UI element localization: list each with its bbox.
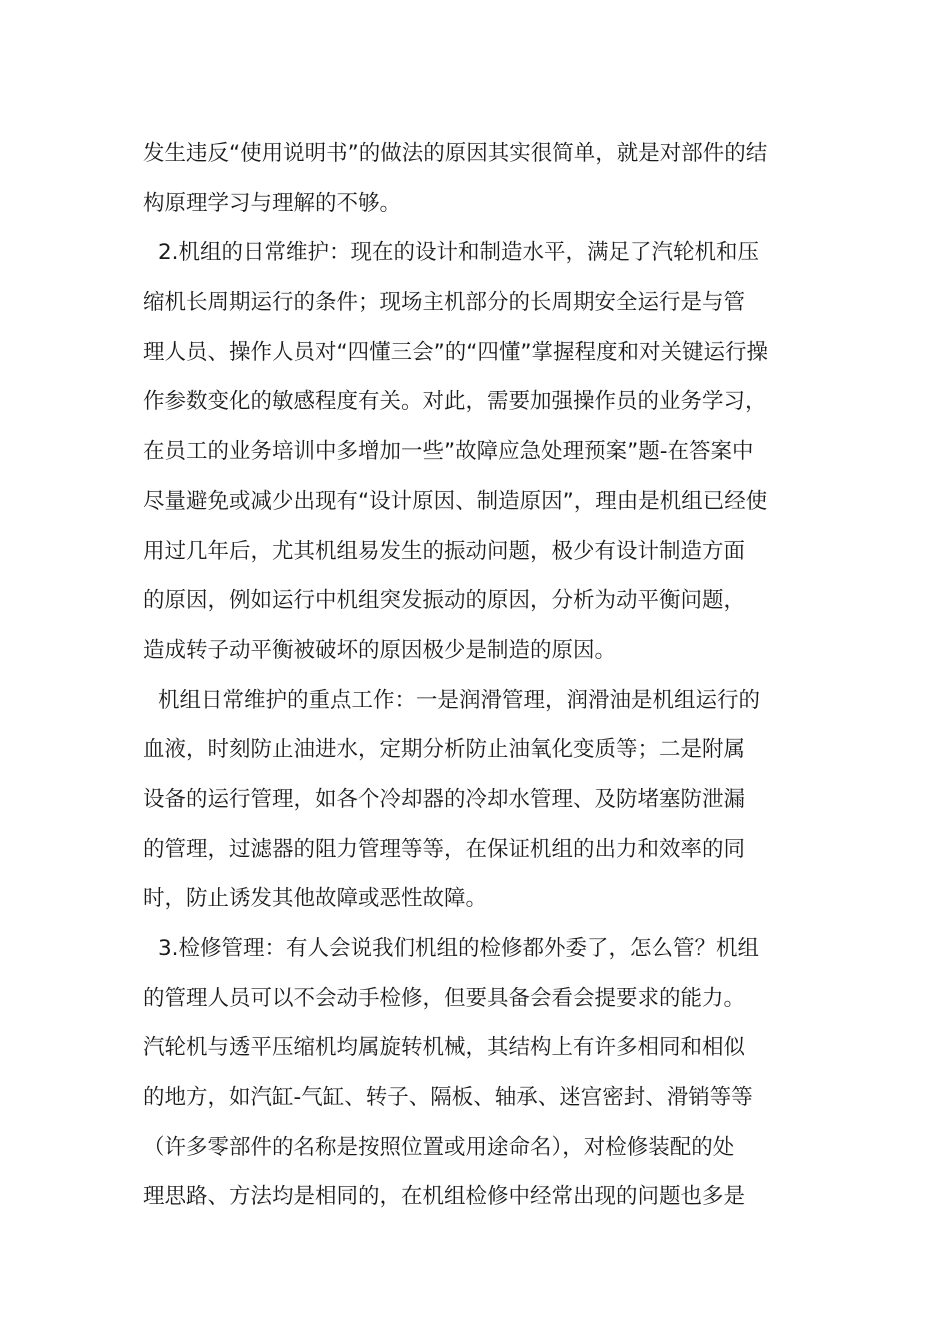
text-line: 设备的运行管理，如各个冷却器的冷却水管理、及防堵塞防泄漏: [143, 786, 746, 812]
text-line: 发生违反“使用说明书”的做法的原因其实很简单，就是对部件的结: [143, 141, 768, 166]
text-line: 血液，时刻防止油进水，定期分析防止油氧化变质等；二是附属: [143, 737, 746, 763]
text-line: 汽轮机与透平压缩机均属旋转机械，其结构上有许多相同和相似: [143, 1035, 746, 1061]
text-line: 构原理学习与理解的不够。: [143, 190, 402, 216]
text-line: 的原因，例如运行中机组突发振动的原因，分析为动平衡问题，: [143, 588, 746, 614]
text-line: （许多零部件的名称是按照位置或用途命名），对检修装配的处: [143, 1134, 735, 1160]
text-line: 理思路、方法均是相同的，在机组检修中经常出现的问题也多是: [143, 1184, 746, 1210]
text-line: 理人员、操作人员对“四懂三会”的“四懂”掌握程度和对关键运行操: [143, 339, 769, 365]
section-heading-line: 2.机组的日常维护：现在的设计和制造水平，满足了汽轮机和压: [158, 240, 760, 266]
text-line: 的管理，过滤器的阻力管理等等，在保证机组的出力和效率的同: [143, 836, 746, 862]
text-line: 尽量避免或减少出现有“设计原因、制造原因”，理由是机组已经使: [143, 488, 768, 514]
text-line: 的地方，如汽缸-气缸、转子、隔板、轴承、迷宫密封、滑销等等: [143, 1085, 753, 1111]
text-line: 在员工的业务培训中多增加一些”故障应急处理预案”题-在答案中: [143, 439, 754, 465]
text-line: 缩机长周期运行的条件；现场主机部分的长周期安全运行是与管: [143, 290, 746, 316]
text-line: 的管理人员可以不会动手检修，但要具备会看会提要求的能力。: [143, 985, 746, 1011]
body-text: [143, 129, 843, 1222]
paragraph-start-line: 机组日常维护的重点工作：一是润滑管理，润滑油是机组运行的: [158, 687, 761, 713]
section-heading-line: 3.检修管理：有人会说我们机组的检修都外委了，怎么管？机组: [158, 936, 760, 961]
text-line: 造成转子动平衡被破坏的原因极少是制造的原因。: [143, 637, 617, 663]
text-line: 用过几年后，尤其机组易发生的振动问题，极少有设计制造方面: [143, 538, 746, 564]
text-line: 时，防止诱发其他故障或恶性故障。: [143, 886, 488, 912]
text-line: 作参数变化的敏感程度有关。对此，需要加强操作员的业务学习，: [143, 389, 767, 415]
